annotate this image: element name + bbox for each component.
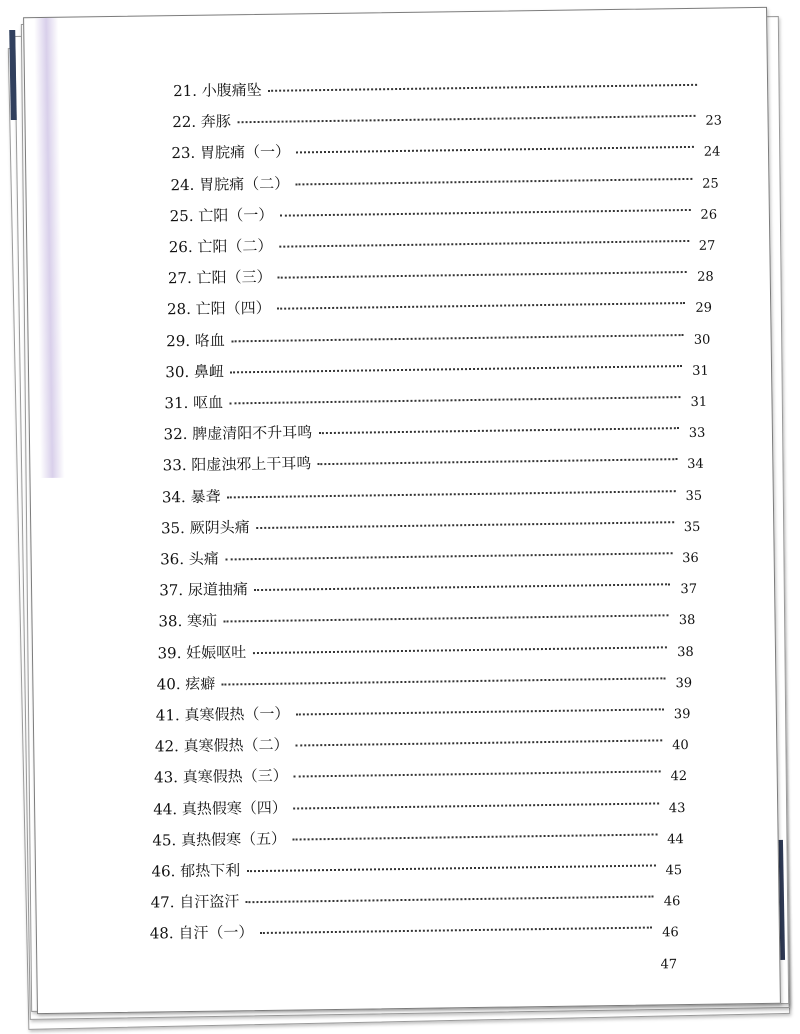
toc-entry-page: 46 bbox=[662, 925, 679, 941]
toc-leader-dots bbox=[278, 271, 687, 279]
toc-entry-page: 23 bbox=[705, 113, 723, 129]
toc-leader-dots bbox=[296, 708, 664, 715]
toc-entry bbox=[156, 697, 700, 729]
toc-entry bbox=[167, 291, 722, 323]
toc-entry-title: 36. 头痛 bbox=[160, 548, 223, 570]
toc-entry bbox=[172, 104, 731, 136]
toc-entry-title: 23. 胃脘痛（一） bbox=[171, 141, 294, 164]
toc-leader-dots bbox=[253, 646, 668, 654]
toc-entry-page: 38 bbox=[677, 644, 694, 660]
toc-entry bbox=[154, 759, 697, 791]
toc-entry bbox=[152, 822, 693, 854]
toc-entry-page: 42 bbox=[670, 769, 688, 785]
toc-leader-dots bbox=[318, 459, 677, 466]
toc-entry-title: 46. 郁热下利 bbox=[151, 859, 244, 881]
toc-entry bbox=[164, 385, 716, 417]
toc-entry bbox=[162, 478, 712, 510]
toc-leader-dots bbox=[222, 677, 666, 685]
toc-leader-dots bbox=[246, 896, 654, 904]
toc-entry-page: 35 bbox=[683, 519, 701, 535]
toc-entry-page: 36 bbox=[682, 550, 699, 567]
toc-entry bbox=[158, 603, 705, 635]
toc-entry-page: 26 bbox=[700, 207, 718, 223]
toc-entry-page: 44 bbox=[667, 831, 684, 848]
toc-entry-title: 29. 咯血 bbox=[166, 329, 229, 351]
toc-entry bbox=[150, 884, 689, 916]
toc-entry-page: 31 bbox=[690, 394, 708, 410]
toc-leader-dots bbox=[223, 615, 668, 623]
toc-entry bbox=[155, 728, 698, 760]
toc-entry bbox=[169, 228, 725, 260]
toc-entry-page: 45 bbox=[665, 863, 683, 879]
toc-entry bbox=[157, 666, 702, 698]
toc-entry-title: 40. 痃癖 bbox=[157, 672, 220, 694]
toc-entry-page: 28 bbox=[697, 269, 714, 286]
toc-entry bbox=[159, 572, 706, 604]
toc-entry bbox=[170, 197, 727, 229]
toc-entry-page: 25 bbox=[702, 176, 719, 192]
toc-entry-title: 27. 亡阳（三） bbox=[168, 266, 276, 289]
toc-leader-dots bbox=[254, 583, 670, 591]
toc-entry-title: 44. 真热假寒（四） bbox=[153, 796, 291, 819]
toc-entry bbox=[157, 634, 703, 666]
toc-entry-title: 22. 奔豚 bbox=[172, 110, 235, 132]
toc-entry bbox=[150, 915, 689, 947]
toc-entry-title: 45. 真热假寒（五） bbox=[152, 827, 290, 850]
toc-entry-page: 29 bbox=[695, 301, 713, 317]
toc-leader-dots bbox=[292, 833, 657, 840]
toc-entry-title: 47. 自汗盗汗 bbox=[150, 890, 243, 912]
toc-leader-dots bbox=[296, 146, 693, 154]
toc-leader-dots bbox=[256, 521, 674, 529]
toc-entry-title: 39. 妊娠呕吐 bbox=[157, 641, 250, 663]
toc-entry-title: 33. 阳虚浊邪上干耳鸣 bbox=[163, 453, 316, 476]
toc-leader-dots bbox=[277, 302, 685, 310]
toc-entry bbox=[166, 322, 720, 354]
toc-entry-page: 30 bbox=[693, 332, 711, 348]
toc-entry-page: 31 bbox=[692, 363, 709, 379]
toc-leader-dots bbox=[279, 240, 689, 248]
toc-entry bbox=[149, 947, 687, 979]
toc-entry bbox=[163, 447, 714, 479]
toc-entry-page: 34 bbox=[687, 457, 704, 473]
toc-leader-dots bbox=[225, 552, 672, 560]
toc-entry-page: 37 bbox=[680, 582, 698, 598]
toc-entry-page: 27 bbox=[698, 238, 716, 254]
toc-entry-title: 43. 真寒假热（三） bbox=[154, 765, 292, 788]
toc-leader-dots bbox=[268, 84, 697, 92]
toc-entry-title: 48. 自汗（一） bbox=[150, 921, 258, 944]
toc-entry-page: 24 bbox=[703, 144, 721, 161]
toc-leader-dots bbox=[294, 771, 660, 778]
toc-leader-dots bbox=[247, 864, 656, 872]
toc-entry-title: 41. 真寒假热（一） bbox=[156, 703, 294, 726]
toc-entry-page: 38 bbox=[678, 613, 696, 629]
toc-entry-title: 37. 尿道抽痛 bbox=[159, 578, 252, 600]
toc-entry-page: 47 bbox=[660, 956, 678, 973]
toc-leader-dots bbox=[296, 178, 693, 186]
toc-leader-dots bbox=[295, 740, 662, 747]
toc-leader-dots bbox=[229, 396, 680, 404]
toc-entry-page: 40 bbox=[672, 738, 689, 754]
toc-entry-page: 35 bbox=[685, 488, 703, 504]
toc-entry bbox=[168, 260, 723, 292]
toc-entry-title: 35. 厥阴头痛 bbox=[161, 516, 254, 538]
toc-entry-page: 33 bbox=[688, 425, 706, 442]
toc-entry bbox=[171, 135, 730, 167]
toc-entry bbox=[151, 853, 691, 885]
toc-page bbox=[23, 7, 781, 1014]
toc-entry bbox=[170, 166, 728, 198]
toc-leader-dots bbox=[237, 115, 695, 123]
toc-entry-title: 21. 小腹痛坠 bbox=[173, 79, 266, 101]
toc-entry bbox=[160, 541, 708, 573]
toc-entry-title: 30. 鼻衄 bbox=[165, 360, 228, 382]
toc-entry-page: 43 bbox=[668, 800, 686, 816]
toc-leader-dots bbox=[319, 427, 679, 434]
toc-entry-page: 39 bbox=[675, 675, 693, 691]
toc-leader-dots bbox=[227, 490, 676, 498]
toc-entry-title: 24. 胃脘痛（二） bbox=[170, 172, 293, 195]
toc-leader-dots bbox=[280, 209, 691, 217]
toc-entry-title: 26. 亡阳（二） bbox=[169, 235, 277, 258]
toc-entry-page: 46 bbox=[663, 894, 681, 910]
toc-entry-title: 34. 暴聋 bbox=[162, 485, 225, 507]
toc-leader-dots bbox=[293, 802, 659, 809]
toc-entry bbox=[153, 791, 695, 823]
toc-leader-dots bbox=[230, 365, 682, 373]
toc-entry-page: 39 bbox=[673, 706, 691, 723]
toc-entry bbox=[163, 416, 714, 448]
toc-entry bbox=[161, 510, 710, 542]
toc-leader-dots bbox=[260, 927, 652, 934]
toc-entry-title: 32. 脾虚清阳不升耳鸣 bbox=[163, 421, 316, 444]
toc-entry-title: 28. 亡阳（四） bbox=[167, 297, 275, 320]
toc-entry-title: 38. 寒疝 bbox=[158, 610, 221, 632]
toc-entry-title: 42. 真寒假热（二） bbox=[155, 734, 293, 757]
toc-leader-dots bbox=[231, 334, 684, 342]
table-of-contents bbox=[24, 8, 780, 1013]
toc-entry-title: 31. 呕血 bbox=[164, 391, 227, 413]
toc-entry bbox=[165, 353, 718, 385]
toc-entry bbox=[173, 72, 733, 104]
toc-entry-title: 25. 亡阳（一） bbox=[170, 204, 278, 227]
